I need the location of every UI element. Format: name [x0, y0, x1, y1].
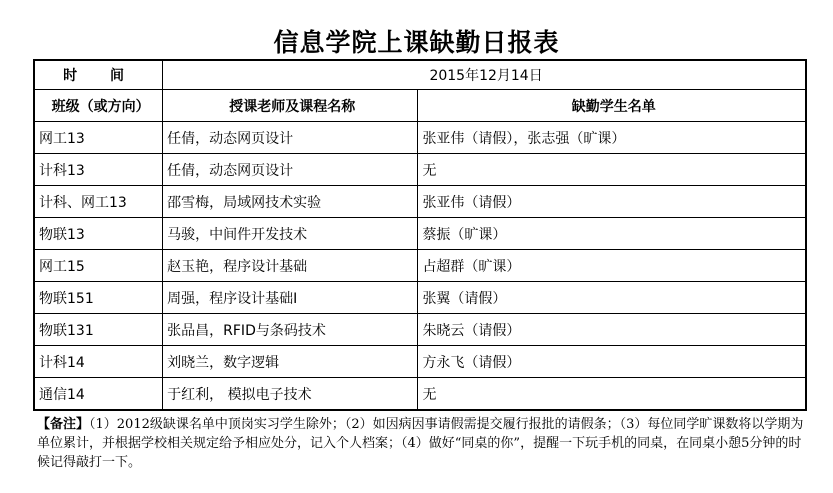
teacher-course-cell: 于红利， 模拟电子技术	[163, 378, 418, 411]
absent-list-cell: 无	[418, 154, 806, 186]
class-cell: 计科、网工13	[34, 186, 163, 218]
teacher-course-cell: 邵雪梅，局域网技术实验	[163, 186, 418, 218]
remarks-label: 【备注】	[37, 417, 90, 432]
absent-list-cell: 张翼（请假）	[418, 282, 806, 314]
absent-list-cell: 张亚伟（请假）	[418, 186, 806, 218]
column-header-class: 班级（或方向）	[34, 90, 163, 122]
teacher-course-cell: 张品昌，RFID与条码技术	[163, 314, 418, 346]
remarks-text: （1）2012级缺课名单中顶岗实习学生除外；（2）如因病因事请假需提交履行报批的请假条；（3）每位同学旷课数将以学期为单位累计，并根据学校相关规定给予相应处分，记入个人档案；（4）做好“同桌的你”，提醒一下玩手机的同桌，在同桌小憩5分钟的时候记得敲打一下。	[37, 417, 804, 470]
table-row	[34, 282, 806, 314]
class-cell: 通信14	[34, 378, 163, 411]
absent-list-cell: 无	[418, 378, 806, 411]
class-cell: 网工15	[34, 250, 163, 282]
table-row	[34, 218, 806, 250]
teacher-course-cell: 周强，程序设计基础I	[163, 282, 418, 314]
table-row	[34, 186, 806, 218]
class-cell: 计科13	[34, 154, 163, 186]
table-row	[34, 346, 806, 378]
teacher-course-cell: 任倩，动态网页设计	[163, 122, 418, 154]
time-label: 时 间	[34, 60, 163, 90]
absent-list-cell: 方永飞（请假）	[418, 346, 806, 378]
class-cell: 物联131	[34, 314, 163, 346]
remarks	[37, 415, 807, 472]
class-cell: 网工13	[34, 122, 163, 154]
table-row	[34, 122, 806, 154]
class-cell: 计科14	[34, 346, 163, 378]
class-cell: 物联151	[34, 282, 163, 314]
class-cell: 物联13	[34, 218, 163, 250]
header-row	[34, 90, 806, 122]
time-row	[34, 60, 806, 90]
teacher-course-cell: 马骏，中间件开发技术	[163, 218, 418, 250]
table-row	[34, 154, 806, 186]
absent-list-cell: 蔡振（旷课）	[418, 218, 806, 250]
absent-list-cell: 朱晓云（请假）	[418, 314, 806, 346]
page-title: 信息学院上课缺勤日报表	[273, 28, 560, 57]
column-header-absent-students: 缺勤学生名单	[418, 90, 806, 122]
table-row	[34, 250, 806, 282]
teacher-course-cell: 赵玉艳，程序设计基础	[163, 250, 418, 282]
teacher-course-cell: 任倩，动态网页设计	[163, 154, 418, 186]
teacher-course-cell: 刘晓兰，数字逻辑	[163, 346, 418, 378]
attendance-table	[33, 59, 807, 411]
absent-list-cell: 张亚伟（请假），张志强（旷课）	[418, 122, 806, 154]
report-date: 2015年12月14日	[163, 60, 806, 90]
table-body	[34, 60, 806, 410]
table-row	[34, 314, 806, 346]
table-row	[34, 378, 806, 411]
absent-list-cell: 占超群（旷课）	[418, 250, 806, 282]
column-header-teacher-course: 授课老师及课程名称	[163, 90, 418, 122]
